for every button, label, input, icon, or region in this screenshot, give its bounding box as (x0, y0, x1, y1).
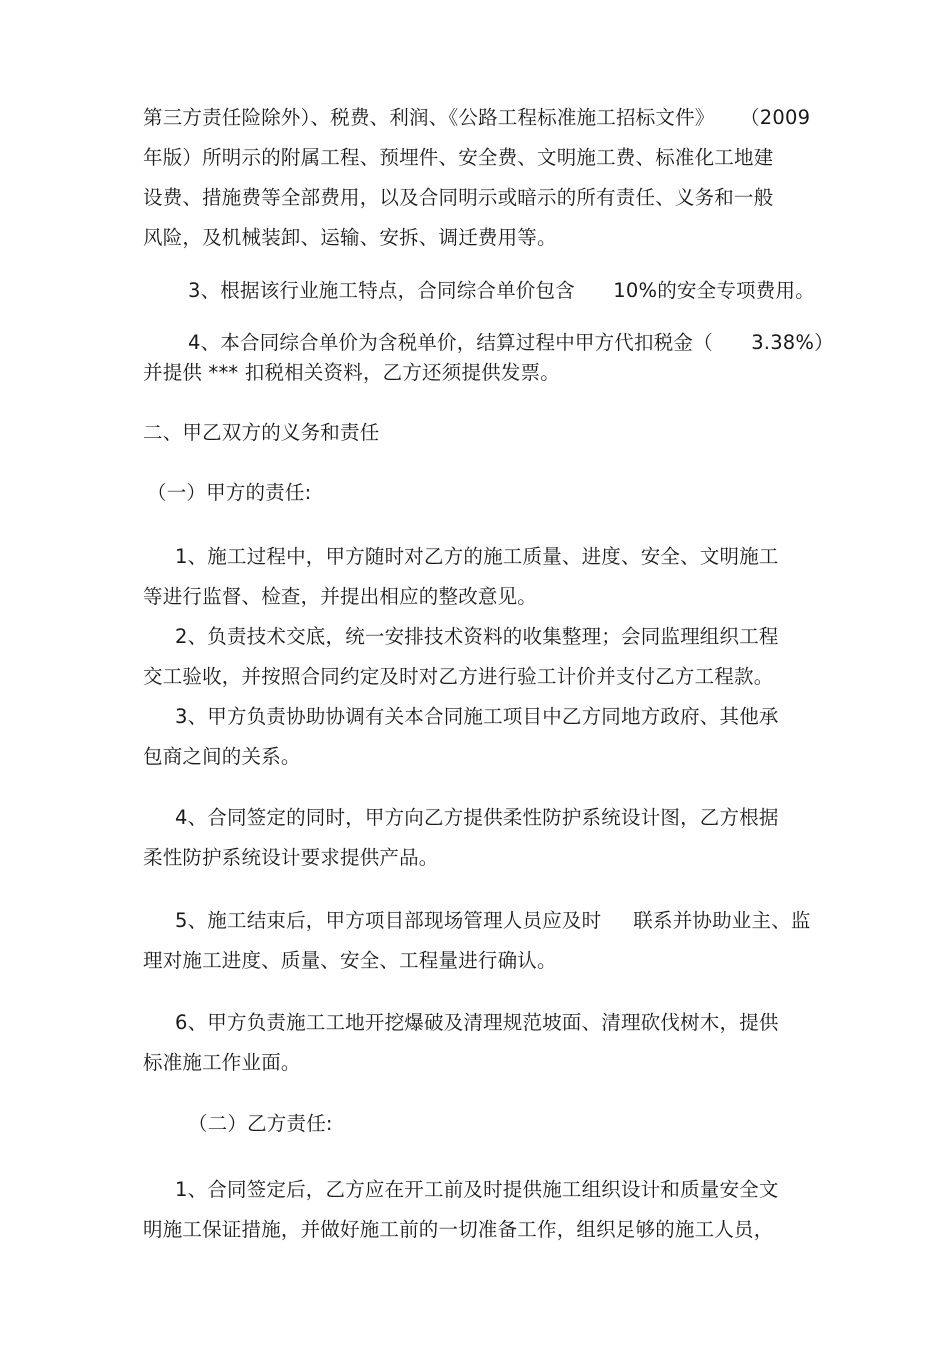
text-line: 柔性防护系统设计要求提供产品。 (143, 846, 439, 869)
text-line: 1、施工过程中，甲方随时对乙方的施工质量、进度、安全、文明施工 (175, 545, 779, 568)
subsection-heading: （一）甲方的责任: (147, 481, 312, 504)
text-line: 风险，及机械装卸、运输、安拆、调迁费用等。 (143, 226, 557, 249)
text-line: 理对施工进度、质量、安全、工程量进行确认。 (143, 949, 557, 972)
text-line: 等进行监督、检查，并提出相应的整改意见。 (143, 585, 538, 608)
text-line: 年版）所明示的附属工程、预埋件、安全费、文明施工费、标准化工地建 (143, 146, 774, 169)
text-line: 第三方责任险除外）、税费、利润、《公路工程标准施工招标文件》 （2009 (143, 106, 811, 129)
text-line: 4、本合同综合单价为含税单价，结算过程中甲方代扣税金（ 3.38%） (188, 331, 834, 354)
subsection-heading: （二）乙方责任: (188, 1112, 333, 1135)
text-line: 明施工保证措施，并做好施工前的一切准备工作，组织足够的施工人员， (143, 1218, 774, 1241)
text-line: 交工验收，并按照合同约定及时对乙方进行验工计价并支付乙方工程款。 (143, 665, 774, 688)
text-line: 3、根据该行业施工特点，合同综合单价包含 10%的安全专项费用。 (188, 279, 815, 302)
text-line: 2、负责技术交底，统一安排技术资料的收集整理；会同监理组织工程 (175, 625, 779, 648)
text-line: 1、合同签定后，乙方应在开工前及时提供施工组织设计和质量安全文 (175, 1178, 779, 1201)
text-line: 标准施工作业面。 (143, 1051, 301, 1074)
text-line: 5、施工结束后，甲方项目部现场管理人员应及时 联系并协助业主、监 (175, 909, 811, 932)
text-line: 并提供 *** 扣税相关资料，乙方还须提供发票。 (143, 361, 560, 384)
text-line: 3、甲方负责协助协调有关本合同施工项目中乙方同地方政府、其他承 (175, 705, 779, 728)
text-line: 4、合同签定的同时，甲方向乙方提供柔性防护系统设计图，乙方根据 (175, 806, 779, 829)
text-line: 包商之间的关系。 (143, 745, 301, 768)
text-line: 6、甲方负责施工工地开挖爆破及清理规范坡面、清理砍伐树木，提供 (175, 1011, 779, 1034)
text-line: 设费、措施费等全部费用，以及合同明示或暗示的所有责任、义务和一般 (143, 186, 774, 209)
section-heading: 二、甲乙双方的义务和责任 (143, 421, 380, 444)
